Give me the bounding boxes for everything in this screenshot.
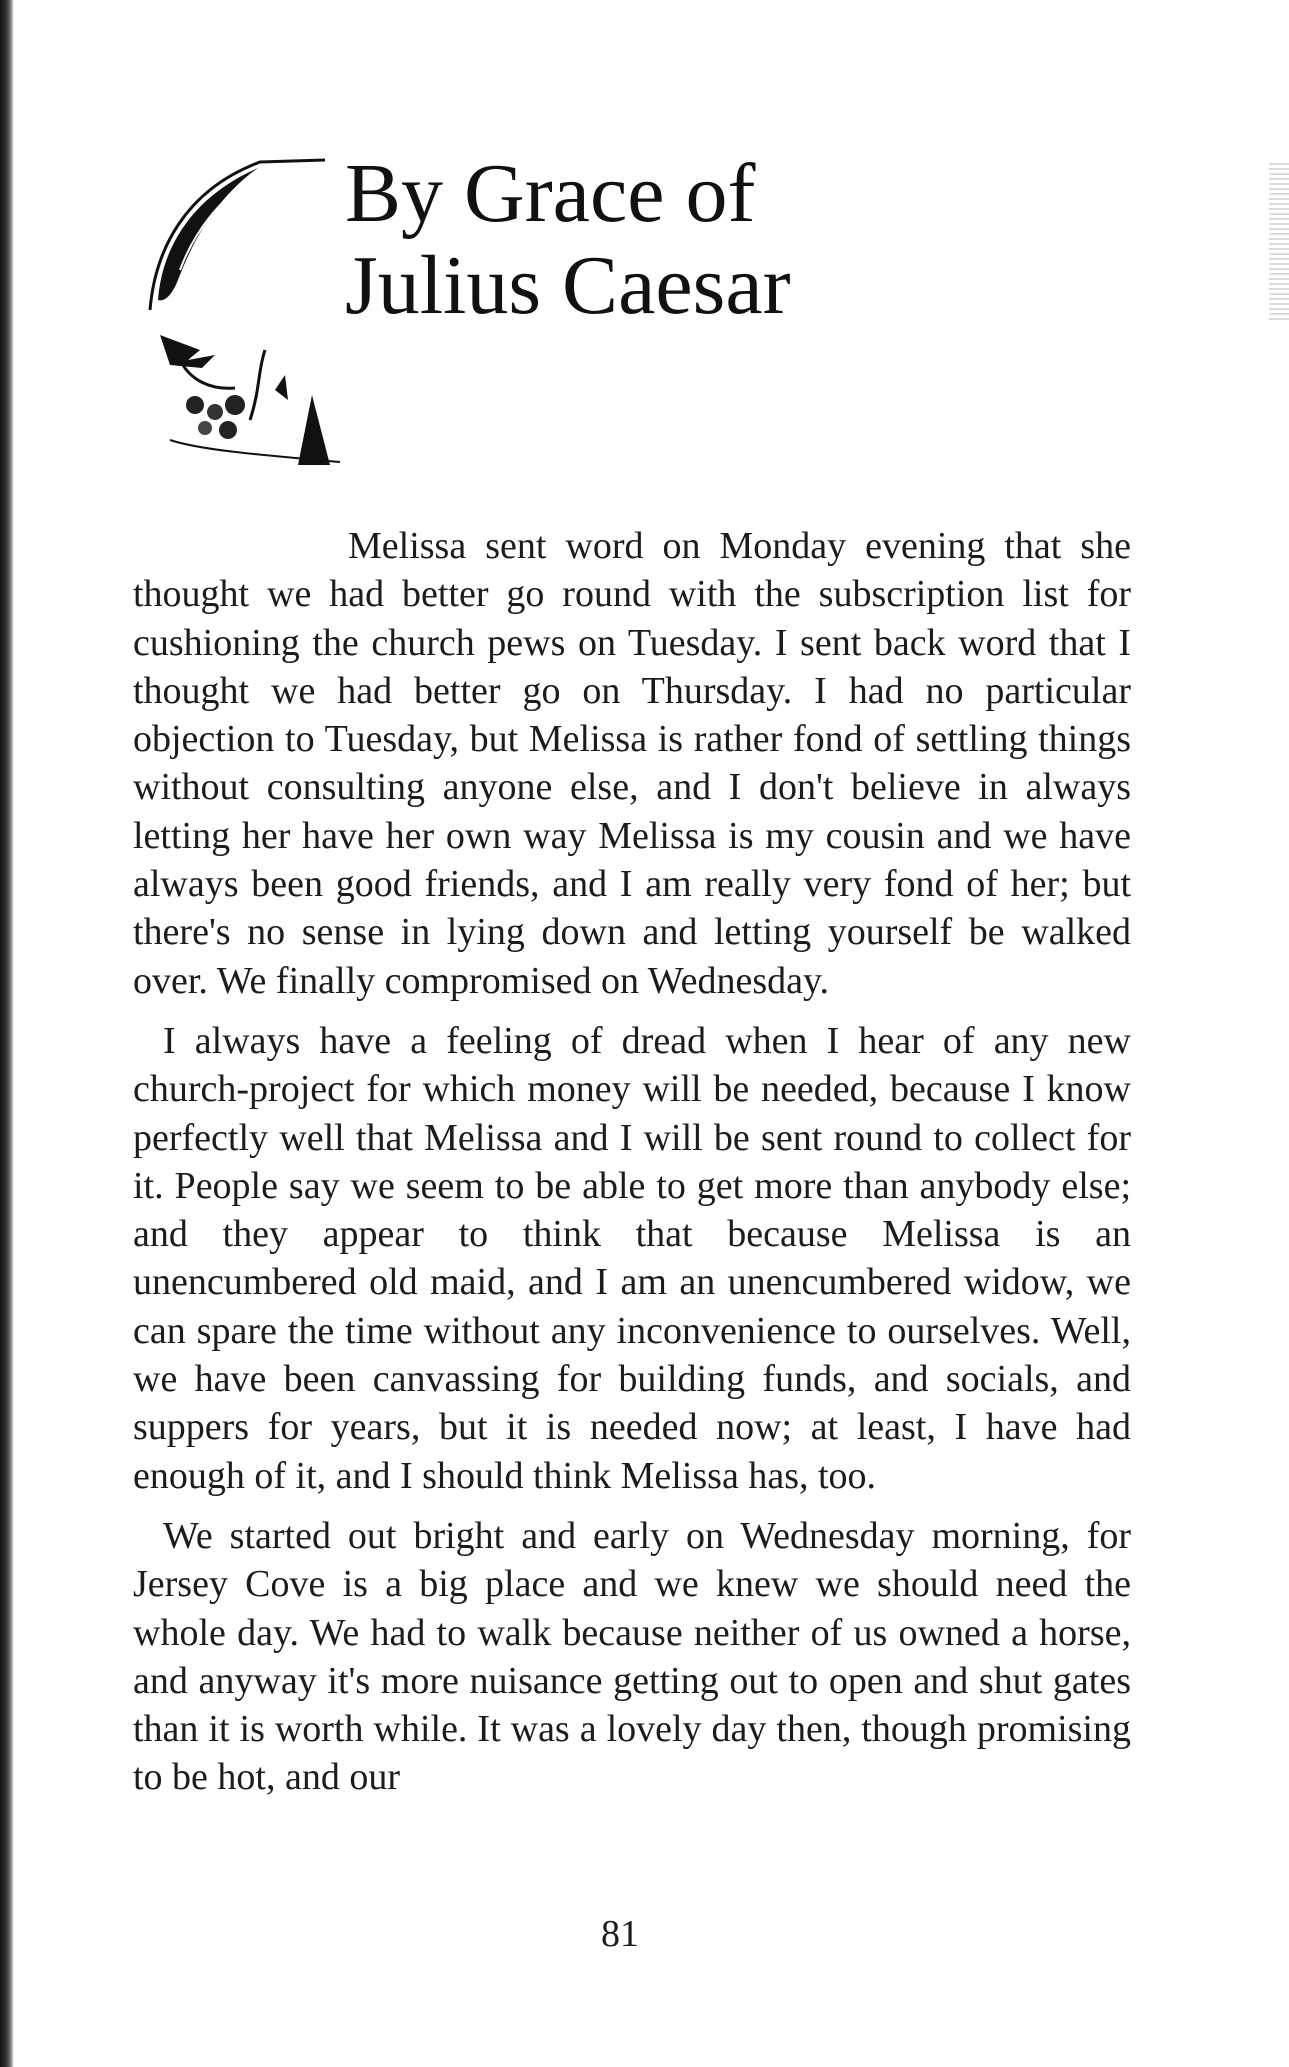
page-number: 81 bbox=[601, 1913, 639, 1955]
story-title-line-2: Julius Caesar bbox=[345, 239, 791, 332]
paragraph: Melissa sent word on Monday evening that she thought we had better go round with the subscription list for cushioning the church pews on Tuesday. I sent back word that I thought we had better go on Thursday. I had no particular objection to Tuesday, but Melissa is rather fond of settling things without consulting anyone else, and I don't believe in always letting her have her own way Melissa is my cousin and we have always been good friends, and I am really very fond of her; but there's no sense in lying down and letting yourself be walked over. We finally compromised on Wednesday. bbox=[133, 525, 1131, 1002]
feather-ornament-icon bbox=[140, 150, 350, 470]
paragraph: We started out bright and early on Wednesday morning, for Jersey Cove is a big place and we knew we should need the whole day. We had to walk because neither of us owned a horse, and anyway it's more nuisance getting out to open and shut gates than it is worth while. It was a lovely day then, though promising to be hot, and our bbox=[133, 1514, 1131, 1799]
page-binding-edge bbox=[0, 0, 14, 2067]
story-title-line-1: By Grace of bbox=[345, 147, 756, 240]
scan-speckles bbox=[1269, 160, 1289, 320]
story-title bbox=[345, 148, 791, 332]
paragraph: I always have a feeling of dread when I hear of any new church-project for which money will be needed, because I know perfectly well that Melissa and I will be sent round to collect for it. People say we seem to be able to get more than anybody else; and they appear to think that because Melissa is an unencumbered old maid, and I am an unencumbered widow, we can spare the time without any inconvenience to ourselves. Well, we have been canvassing for building funds, and socials, and suppers for years, but it is needed now; at least, I have had enough of it, and I should think Melissa has, too. bbox=[133, 1019, 1131, 1497]
story-body bbox=[133, 522, 1131, 1814]
